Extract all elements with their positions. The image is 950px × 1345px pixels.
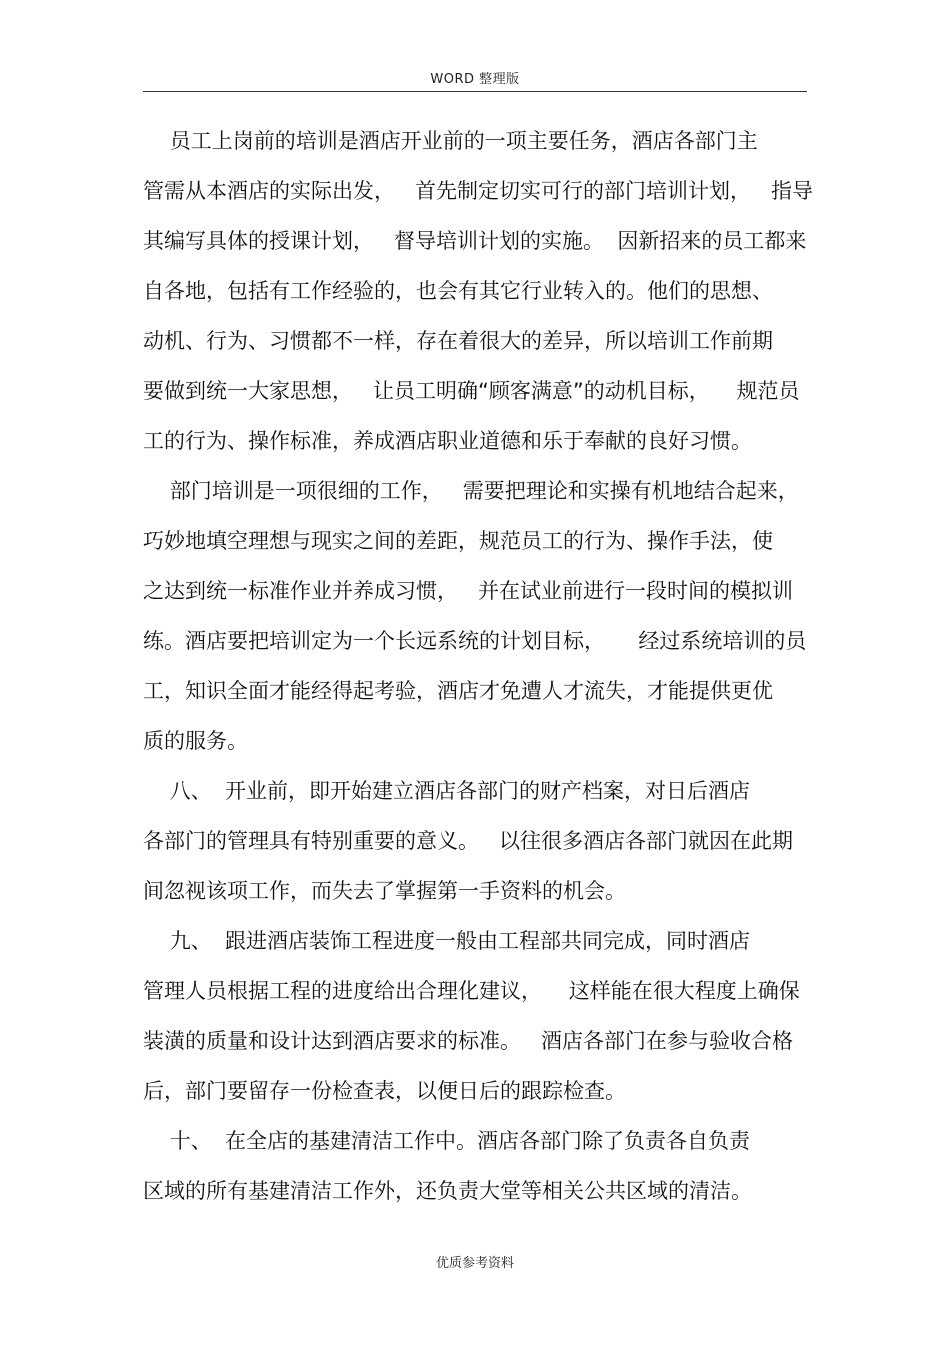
paragraph-item-10: [143, 1122, 807, 1222]
text-line: 间忽视该项工作，而失去了掌握第一手资料的机会。: [143, 879, 626, 903]
text-line: 要做到统一大家思想， 让员工明确“顾客满意”的动机目标， 规范员: [143, 379, 800, 403]
text-line: 员工上岗前的培训是酒店开业前的一项主要任务，酒店各部门主: [143, 129, 758, 153]
text-line: 部门培训是一项很细的工作， 需要把理论和实操有机地结合起来，: [143, 479, 799, 503]
text-line: 各部门的管理具有特别重要的意义。 以往很多酒店各部门就因在此期: [143, 829, 794, 853]
text-line: 自各地，包括有工作经验的，也会有其它行业转入的。他们的思想、: [143, 279, 773, 303]
text-line: 工的行为、操作标准，养成酒店职业道德和乐于奉献的良好习惯。: [143, 429, 752, 453]
text-line: 其编写具体的授课计划， 督导培训计划的实施。 因新招来的员工都来: [143, 229, 807, 253]
text-line: 之达到统一标准作业并养成习惯， 并在试业前进行一段时间的模拟训: [143, 579, 794, 603]
text-line: 练。酒店要把培训定为一个长远系统的计划目标， 经过系统培训的员: [143, 629, 807, 653]
text-line: 质的服务。: [143, 729, 248, 753]
document-body: [143, 122, 814, 1222]
text-line: 十、 在全店的基建清洁工作中。酒店各部门除了负责各自负责: [143, 1129, 751, 1153]
text-line: 八、 开业前，即开始建立酒店各部门的财产档案，对日后酒店: [143, 779, 751, 803]
text-line: 区域的所有基建清洁工作外，还负责大堂等相关公共区域的清洁。: [143, 1179, 752, 1203]
text-line: 管需从本酒店的实际出发， 首先制定切实可行的部门培训计划， 指导: [143, 179, 814, 203]
header-divider: [143, 91, 807, 92]
page-footer: 优质参考资料: [435, 1256, 514, 1271]
text-line: 工，知识全面才能经得起考验，酒店才免遭人才流失，才能提供更优: [143, 679, 773, 703]
paragraph-item-8: [143, 772, 807, 922]
text-line: 装潢的质量和设计达到酒店要求的标准。 酒店各部门在参与验收合格: [143, 1029, 794, 1053]
paragraph-item-9: [143, 922, 807, 1122]
paragraph-2: [143, 472, 807, 772]
text-line: 后，部门要留存一份检查表，以便日后的跟踪检查。: [143, 1079, 626, 1103]
text-line: 九、 跟进酒店装饰工程进度一般由工程部共同完成，同时酒店: [143, 929, 751, 953]
text-line: 巧妙地填空理想与现实之间的差距，规范员工的行为、操作手法，使: [143, 529, 773, 553]
page-header: WORD 整理版: [430, 72, 520, 87]
paragraph-1: [143, 122, 814, 472]
text-line: 动机、行为、习惯都不一样，存在着很大的差异，所以培训工作前期: [143, 329, 773, 353]
text-line: 管理人员根据工程的进度给出合理化建议， 这样能在很大程度上确保: [143, 979, 800, 1003]
